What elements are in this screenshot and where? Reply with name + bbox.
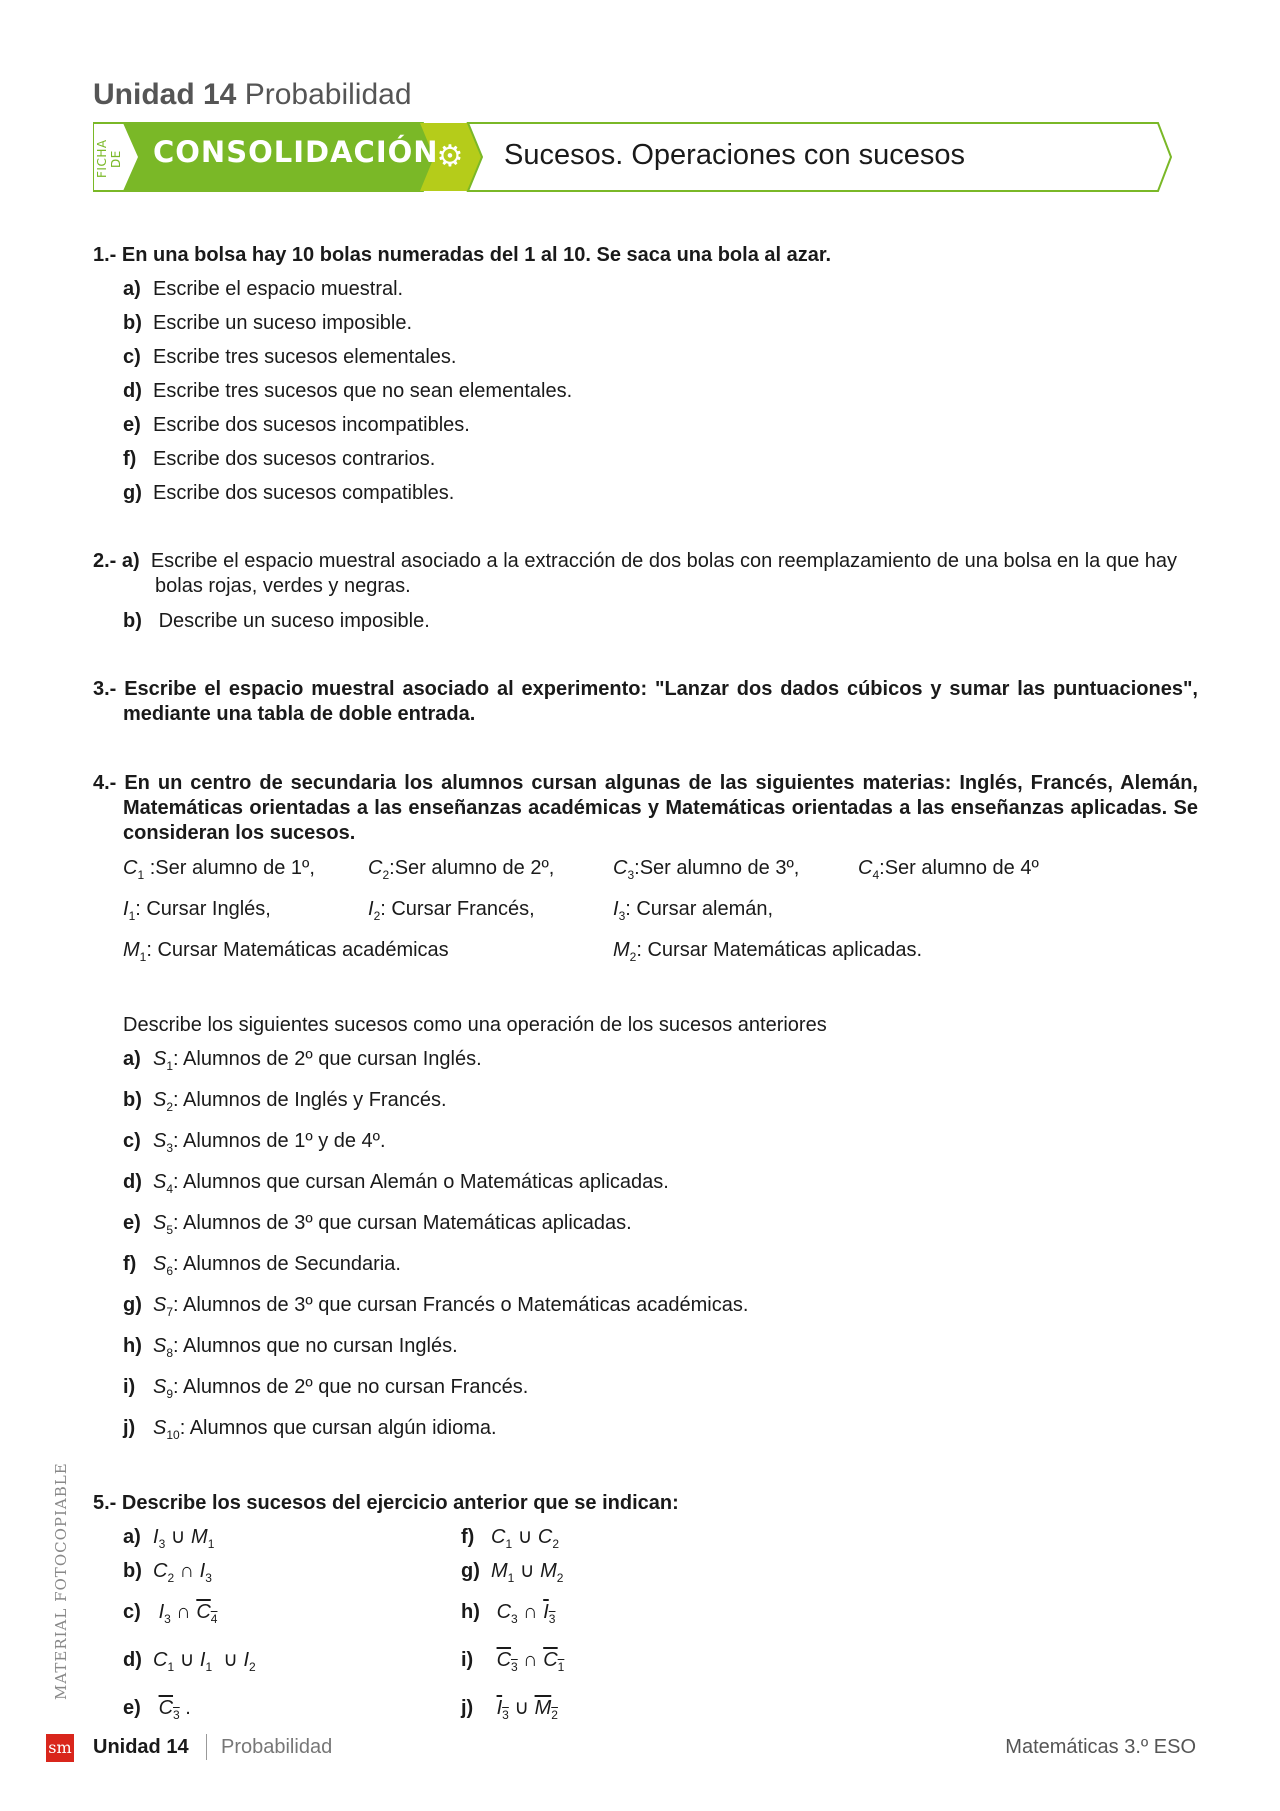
gear-icon: ⚙ bbox=[436, 140, 464, 173]
exercise-1-item: d) Escribe tres sucesos que no sean elementales. bbox=[123, 380, 573, 402]
footer-topic: Probabilidad bbox=[221, 1736, 333, 1758]
exercise-1-item: a) Escribe el espacio muestral. bbox=[123, 278, 404, 300]
event-definitions bbox=[93, 851, 1198, 974]
exercise-4-item: j) $S_{10}$: Alumnos que cursan algún idioma. bbox=[123, 1417, 497, 1442]
sm-logo: sm bbox=[46, 1734, 74, 1762]
exercise-3-stem: 3.- Escribe el espacio muestral asociado al experimento: "Lanzar dos dados cúbicos y sumar las puntuaciones", mediante una tabla de doble entrada. bbox=[93, 678, 1198, 725]
event-c1: $C_1$ :Ser alumno de 1º, bbox=[123, 857, 315, 882]
exercise-4-item: c) $S_3$: Alumnos de 1º y de 4º. bbox=[123, 1130, 386, 1155]
exercises bbox=[93, 238, 1198, 1732]
footer-divider bbox=[206, 1734, 207, 1760]
ex5-item-e: e) $\overline{C}_3$ . bbox=[123, 1697, 191, 1722]
exercise-5-stem: 5.- Describe los sucesos del ejercicio anterior que se indican: bbox=[93, 1492, 679, 1514]
event-c4: $C_4:Ser$ alumno de 4º bbox=[858, 857, 1039, 882]
ex5-item-i: i) $\overline{C}_3$ ∩ $\overline{C}_1$ bbox=[461, 1649, 565, 1674]
exercise-1-item: e) Escribe dos sucesos incompatibles. bbox=[123, 414, 470, 436]
exercise-4-intro: Describe los siguientes sucesos como una operación de los sucesos anteriores bbox=[123, 1014, 827, 1036]
exercise-4-item: a) $S_1$: Alumnos de 2º que cursan Inglés. bbox=[123, 1048, 482, 1073]
event-m1: $M_1$: Cursar Matemáticas académicas bbox=[123, 939, 449, 964]
worksheet-title: Sucesos. Operaciones con sucesos bbox=[504, 139, 966, 171]
exercise-2b: b) Describe un suceso imposible. bbox=[123, 610, 430, 632]
ficha-label: FICHA DE bbox=[95, 139, 123, 179]
exercise-4-stem: 4.- En un centro de secundaria los alumnos cursan algunas de las siguientes materias: Inglés, Francés, Alemán, Matemáticas orientadas a las enseñanzas académicas y Matemáticas orientadas a las enseñanzas aplicadas. Se consideran los sucesos. bbox=[93, 772, 1198, 844]
worksheet-banner bbox=[93, 121, 1173, 193]
ex5-item-c: c) $I_3$ ∩ $\overline{C}_4$ bbox=[123, 1601, 218, 1626]
event-c3: $C_3:Ser$ alumno de 3º, bbox=[613, 857, 800, 882]
footer-unit: Unidad 14 bbox=[93, 1736, 189, 1758]
ex5-item-j: j) $\overline{I}_3$ ∪ $\overline{M}_2$ bbox=[461, 1697, 558, 1722]
ex5-item-b: b) $C_2$ ∩ $I_3$ bbox=[123, 1560, 212, 1585]
photocopiable-label: MATERIAL FOTOCOPIABLE bbox=[52, 1462, 70, 1700]
ex5-item-h: h) $C_3$ ∩ $\overline{I}_3$ bbox=[461, 1601, 556, 1626]
exercise-1-item: c) Escribe tres sucesos elementales. bbox=[123, 346, 457, 368]
exercise-4-item: h) $S_8$: Alumnos que no cursan Inglés. bbox=[123, 1335, 458, 1360]
ex5-item-g: g) $M_1$ ∪ $M_2$ bbox=[461, 1560, 564, 1585]
exercise-5-grid bbox=[93, 1520, 1198, 1732]
exercise-4-item: b) $S_2$: Alumnos de Inglés y Francés. bbox=[123, 1089, 447, 1114]
exercise-4-item: f) $S_6$: Alumnos de Secundaria. bbox=[123, 1253, 401, 1278]
exercise-4-item: i) $S_9$: Alumnos de 2º que no cursan Francés. bbox=[123, 1376, 529, 1401]
page-footer bbox=[46, 1728, 1196, 1768]
event-i1: $I_1$: Cursar Inglés, bbox=[123, 898, 271, 923]
footer-book: Matemáticas 3.º ESO bbox=[1005, 1736, 1196, 1758]
exercise-2a: 2.- a) Escribe el espacio muestral asociado a la extracción de dos bolas con reemplazamiento de una bolsa en la que hay bolas rojas, verdes y negras. bbox=[93, 550, 1177, 597]
event-i3: $I_3$: Cursar alemán, bbox=[613, 898, 774, 923]
unit-title: Unidad 14 Probabilidad bbox=[93, 78, 412, 111]
worksheet-type: CONSOLIDACIÓN bbox=[153, 135, 439, 169]
exercise-1-item: f) Escribe dos sucesos contrarios. bbox=[123, 448, 436, 470]
event-c2: $C_2:Ser$ alumno de 2º, bbox=[368, 857, 555, 882]
ex5-item-f: f) $C_1$ ∪ $C_2$ bbox=[461, 1526, 560, 1551]
exercise-4-item: g) $S_7$: Alumnos de 3º que cursan Francés o Matemáticas académicas. bbox=[123, 1294, 749, 1319]
event-m2: $M_2$: Cursar Matemáticas aplicadas. bbox=[613, 939, 923, 964]
exercise-4-item: e) $S_5$: Alumnos de 3º que cursan Matemáticas aplicadas. bbox=[123, 1212, 632, 1237]
exercise-1-stem: 1.- En una bolsa hay 10 bolas numeradas del 1 al 10. Se saca una bola al azar. bbox=[93, 244, 832, 266]
ex5-item-d: d) $C_1$ ∪ $I_1$ ∪ $I_2$ bbox=[123, 1649, 256, 1674]
exercise-4-item: d) $S_4$: Alumnos que cursan Alemán o Matemáticas aplicadas. bbox=[123, 1171, 669, 1196]
exercise-1-item: g) Escribe dos sucesos compatibles. bbox=[123, 482, 455, 504]
ex5-item-a: a) $I_3$ ∪ $M_1$ bbox=[123, 1526, 215, 1551]
event-i2: $I_2$: Cursar Francés, bbox=[368, 898, 535, 923]
exercise-1-item: b) Escribe un suceso imposible. bbox=[123, 312, 413, 334]
